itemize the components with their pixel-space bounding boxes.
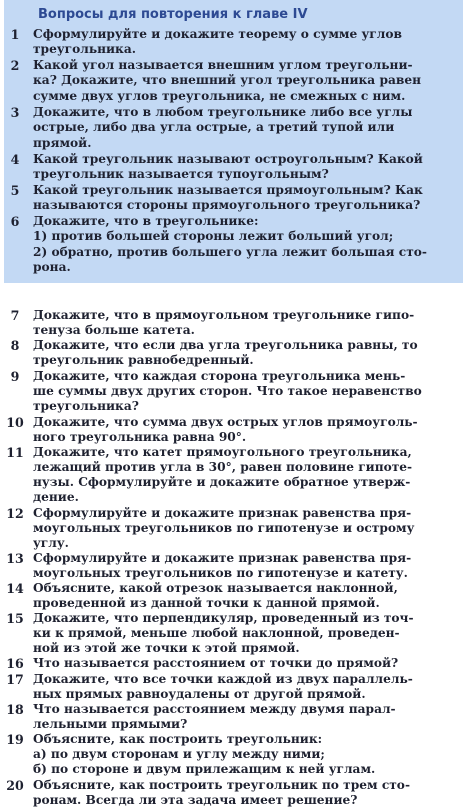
question-line: Сформулируйте и докажите признак равенства пря- [33, 551, 412, 565]
question-line: треугольника? [33, 399, 139, 413]
question-text [33, 369, 422, 414]
question-line: треугольник равнобедренный. [33, 353, 254, 367]
question-line: Сформулируйте и докажите признак равенства пря- [33, 506, 412, 520]
question-text [33, 445, 412, 505]
question-line: лежащий против угла в 30°, равен половине гипоте- [33, 460, 413, 474]
question-text [33, 308, 414, 338]
question-line: Объясните, как построить треугольник: [33, 732, 323, 746]
question-number: 19 [6, 732, 24, 747]
question-text [33, 338, 418, 368]
question-text [33, 656, 398, 671]
question-text [33, 415, 418, 445]
question-text [33, 581, 398, 611]
question-line: Какой треугольник называется прямоугольным? Как [33, 183, 423, 197]
question-line: Докажите, что если два угла треугольника равны, то [33, 338, 418, 352]
question-line: Объясните, какой отрезок называется наклонной, [33, 581, 398, 595]
question-line: ше суммы двух других сторон. Что такое неравенство [33, 384, 422, 398]
question-line: Докажите, что перпендикуляр, проведенный из точ- [33, 611, 414, 625]
question-line: Какой треугольник называют остроугольным? Какой [33, 152, 423, 166]
question-number: 18 [6, 702, 24, 717]
question-line: 2) обратно, против большего угла лежит большая сто- [33, 244, 427, 259]
question-text [33, 732, 375, 777]
question-line: ного треугольника равна 90°. [33, 430, 247, 444]
question-line: ных прямых равноудалены от другой прямой. [33, 687, 366, 701]
question-text [33, 702, 396, 732]
question-line: треугольника. [33, 42, 136, 57]
question-number: 1 [10, 27, 20, 42]
question-line: Докажите, что в треугольнике: [33, 214, 259, 228]
question-number: 20 [6, 778, 24, 793]
question-line: Докажите, что в любом треугольнике либо все углы [33, 105, 413, 119]
question-line: Докажите, что каждая сторона треугольника мень- [33, 369, 406, 383]
question-number: 4 [10, 152, 20, 167]
question-line: моугольных треугольников по гипотенузе и катету. [33, 566, 408, 580]
question-line: Объясните, как построить треугольник по трем сто- [33, 778, 410, 792]
question-number: 5 [10, 183, 20, 198]
question-line: тенуза больше катета. [33, 323, 195, 337]
question-line: ки к прямой, меньше любой наклонной, проведен- [33, 626, 400, 640]
question-line: Что называется расстоянием между двумя парал- [33, 702, 396, 716]
question-line: углу. [33, 536, 69, 550]
question-line: Докажите, что сумма двух острых углов прямоуголь- [33, 415, 418, 429]
question-line: а) по двум сторонам и углу между ними; [33, 747, 325, 761]
question-number: 13 [6, 551, 24, 566]
question-line: Докажите, что все точки каждой из двух параллель- [33, 672, 413, 686]
question-text [33, 183, 423, 214]
question-line: треугольник называется тупоугольным? [33, 167, 329, 182]
question-text [33, 778, 410, 808]
question-line: ной из этой же точки к этой прямой. [33, 641, 300, 655]
question-number: 15 [6, 611, 24, 626]
question-line: проведенной из данной точки к данной прямой. [33, 596, 380, 610]
question-number: 16 [6, 656, 24, 671]
question-line: 1) против большей стороны лежит больший угол; [33, 229, 394, 244]
question-line: ка? Докажите, что внешний угол треугольника равен [33, 73, 422, 88]
question-line: острые, либо два угла острые, а третий тупой или [33, 120, 395, 135]
question-number: 17 [6, 672, 24, 687]
question-line: Какой угол называется внешним углом треугольни- [33, 58, 413, 72]
question-line: сумме двух углов треугольника, не смежных с ним. [33, 88, 406, 103]
question-text [33, 611, 414, 656]
question-line: моугольных треугольников по гипотенузе и острому [33, 521, 415, 535]
section-title: Вопросы для повторения к главе IV [38, 7, 308, 22]
question-line: Что называется расстоянием от точки до прямой? [33, 656, 399, 670]
question-line: лельными прямыми? [33, 717, 188, 731]
question-line: Докажите, что в прямоугольном треугольнике гипо- [33, 308, 415, 322]
question-number: 8 [10, 338, 20, 353]
question-text [33, 105, 413, 151]
question-number: 10 [6, 415, 24, 430]
question-line: Докажите, что катет прямоугольного треугольника, [33, 445, 412, 459]
question-text [33, 58, 421, 104]
question-number: 2 [10, 58, 20, 73]
question-line: называются стороны прямоугольного треугольника? [33, 198, 421, 213]
question-text [33, 672, 413, 702]
question-number: 9 [10, 369, 20, 384]
question-number: 12 [6, 506, 24, 521]
question-text [33, 27, 402, 58]
question-line: Сформулируйте и докажите теорему о сумме углов [33, 27, 402, 41]
question-line: ронам. Всегда ли эта задача имеет решение? [33, 793, 358, 807]
question-line: прямой. [33, 135, 92, 150]
question-text [33, 214, 427, 275]
question-text [33, 506, 414, 551]
question-line: нузы. Сформулируйте и докажите обратное утверж- [33, 475, 411, 489]
question-line: б) по стороне и двум прилежащим к ней углам. [33, 762, 376, 776]
question-text [33, 551, 411, 581]
question-number: 14 [6, 581, 24, 596]
question-line: рона. [33, 259, 71, 274]
question-text [33, 152, 423, 183]
question-number: 11 [6, 445, 24, 460]
question-line: дение. [33, 490, 79, 504]
question-number: 3 [10, 105, 20, 120]
question-number: 7 [10, 308, 20, 323]
question-number: 6 [10, 214, 20, 229]
